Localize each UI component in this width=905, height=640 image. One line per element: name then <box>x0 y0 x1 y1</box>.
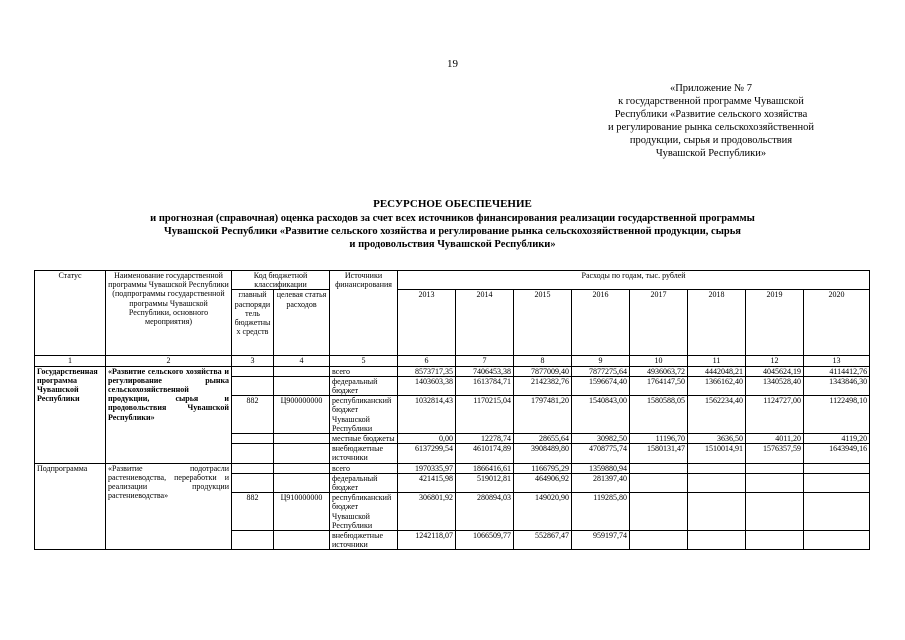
row-source: всего <box>330 463 398 473</box>
column-number: 9 <box>572 356 630 366</box>
row-value: 4011,20 <box>746 434 804 444</box>
appendix-line: «Приложение № 7 <box>669 83 753 94</box>
row-value: 3636,50 <box>688 434 746 444</box>
row-source: федеральный бюджет <box>330 473 398 492</box>
appendix-note <box>560 82 862 160</box>
column-number: 1 <box>35 356 106 366</box>
header-year: 2017 <box>630 290 688 356</box>
row-value: 0,00 <box>398 434 456 444</box>
column-number: 2 <box>106 356 232 366</box>
row-value: 7877275,64 <box>572 366 630 376</box>
row-value: 1797481,20 <box>514 396 572 434</box>
row-value <box>688 463 746 473</box>
row-value <box>746 531 804 550</box>
row-value: 1032814,43 <box>398 396 456 434</box>
subtitle-line: и продовольствия Чувашской Республики» <box>349 239 556 250</box>
row-value: 1613784,71 <box>456 376 514 395</box>
header-status: Статус <box>35 271 106 356</box>
row-value: 421415,98 <box>398 473 456 492</box>
row-value: 1170215,04 <box>456 396 514 434</box>
column-number: 4 <box>274 356 330 366</box>
row-program-name: «Развитие сельского хозяйства и регулирование рынка сельскохозяйственной продукции, сырья и продовольствия Чувашской Республики» <box>106 366 232 463</box>
row-value: 1124727,00 <box>746 396 804 434</box>
row-value: 11196,70 <box>630 434 688 444</box>
row-value: 1359880,94 <box>572 463 630 473</box>
row-value: 4114412,76 <box>804 366 870 376</box>
row-value: 7877009,40 <box>514 366 572 376</box>
appendix-line: Республики «Развитие сельского хозяйства <box>614 109 808 120</box>
appendix-line: Чувашской Республики» <box>655 148 767 159</box>
row-gl-rasp-empty <box>232 531 274 550</box>
row-value: 1122498,10 <box>804 396 870 434</box>
row-value: 1580131,47 <box>630 444 688 463</box>
row-value: 1340528,40 <box>746 376 804 395</box>
row-value: 4442048,21 <box>688 366 746 376</box>
header-year: 2016 <box>572 290 630 356</box>
row-target-article: Ц900000000 <box>274 396 330 434</box>
row-value: 3908489,80 <box>514 444 572 463</box>
table-row <box>35 463 870 473</box>
row-source: местные бюджеты <box>330 434 398 444</box>
row-value <box>804 473 870 492</box>
row-value: 1866416,61 <box>456 463 514 473</box>
row-value: 6137299,54 <box>398 444 456 463</box>
row-value: 4708775,74 <box>572 444 630 463</box>
subtitle-line: Чувашской Республики «Развитие сельского хозяйства и регулирование рынка сельскохозяйственной продукции, сырья <box>164 226 741 237</box>
column-number: 11 <box>688 356 746 366</box>
row-gl-rasp-empty <box>232 473 274 492</box>
row-source: федеральный бюджет <box>330 376 398 395</box>
row-value: 1596674,40 <box>572 376 630 395</box>
row-status: Государственная программа Чувашской Республики <box>35 366 106 463</box>
appendix-line: и регулирование рынка сельскохозяйственной <box>607 122 815 133</box>
row-target-article: Ц910000000 <box>274 493 330 531</box>
row-value: 1366162,40 <box>688 376 746 395</box>
row-value: 1510014,91 <box>688 444 746 463</box>
row-value: 959197,74 <box>572 531 630 550</box>
header-budget-code: Код бюджетной классификации <box>232 271 330 290</box>
row-status: Подпрограмма <box>35 463 106 550</box>
row-gl-rasp-empty <box>232 444 274 463</box>
row-target-article-empty <box>274 366 330 376</box>
row-value: 1343846,30 <box>804 376 870 395</box>
row-value: 1970335,97 <box>398 463 456 473</box>
row-target-article-empty <box>274 434 330 444</box>
page-number: 19 <box>447 58 458 70</box>
row-value: 552867,47 <box>514 531 572 550</box>
header-year: 2015 <box>514 290 572 356</box>
row-value: 1242118,07 <box>398 531 456 550</box>
column-number: 7 <box>456 356 514 366</box>
row-value: 306801,92 <box>398 493 456 531</box>
row-value <box>746 493 804 531</box>
header-target-article: целевая статья расходов <box>274 290 330 356</box>
row-value: 1764147,50 <box>630 376 688 395</box>
row-value <box>746 463 804 473</box>
row-value: 1540843,00 <box>572 396 630 434</box>
row-value: 4045624,19 <box>746 366 804 376</box>
row-value: 280894,03 <box>456 493 514 531</box>
row-value: 281397,40 <box>572 473 630 492</box>
header-year: 2018 <box>688 290 746 356</box>
header-year: 2014 <box>456 290 514 356</box>
row-gl-rasp: 882 <box>232 396 274 434</box>
row-value: 7406453,38 <box>456 366 514 376</box>
row-target-article-empty <box>274 444 330 463</box>
row-gl-rasp-empty <box>232 376 274 395</box>
resources-table <box>34 270 870 550</box>
row-gl-rasp-empty <box>232 434 274 444</box>
row-value <box>746 473 804 492</box>
row-gl-rasp-empty <box>232 366 274 376</box>
row-value: 4610174,89 <box>456 444 514 463</box>
row-source: внебюджетные источники <box>330 444 398 463</box>
document-subtitle <box>40 212 865 251</box>
row-value: 2142382,76 <box>514 376 572 395</box>
column-number: 6 <box>398 356 456 366</box>
column-number: 3 <box>232 356 274 366</box>
row-value <box>804 531 870 550</box>
row-value: 28655,64 <box>514 434 572 444</box>
row-source: республиканский бюджет Чувашской Республики <box>330 396 398 434</box>
appendix-line: к государственной программе Чувашской <box>618 96 804 107</box>
row-value: 1576357,59 <box>746 444 804 463</box>
row-value <box>630 473 688 492</box>
row-value <box>688 531 746 550</box>
row-target-article-empty <box>274 376 330 395</box>
header-year: 2019 <box>746 290 804 356</box>
row-value <box>804 493 870 531</box>
header-name: Наименование государственной программы Чувашской Республики (подпрограммы государственной программы Чувашской Республики, основного мероприятия) <box>106 271 232 356</box>
row-value: 1580588,05 <box>630 396 688 434</box>
row-value <box>688 493 746 531</box>
row-value: 1166795,29 <box>514 463 572 473</box>
row-program-name: «Развитие подотрасли растениеводства, переработки и реализации продукции растениеводства» <box>106 463 232 550</box>
row-value <box>630 531 688 550</box>
row-target-article-empty <box>274 531 330 550</box>
row-value: 1066509,77 <box>456 531 514 550</box>
row-target-article-empty <box>274 463 330 473</box>
row-value: 1403603,38 <box>398 376 456 395</box>
row-value: 1643949,16 <box>804 444 870 463</box>
subtitle-line: и прогнозная (справочная) оценка расходов за счет всех источников финансирования реализации государственной программы <box>150 213 755 224</box>
column-number: 12 <box>746 356 804 366</box>
row-value: 519012,81 <box>456 473 514 492</box>
column-number: 8 <box>514 356 572 366</box>
header-year: 2013 <box>398 290 456 356</box>
table-row <box>35 366 870 376</box>
row-value: 8573717,35 <box>398 366 456 376</box>
appendix-line: продукции, сырья и продовольствия <box>629 135 793 146</box>
header-expenses: Расходы по годам, тыс. рублей <box>398 271 870 290</box>
row-value <box>630 493 688 531</box>
row-value <box>804 463 870 473</box>
row-value: 149020,90 <box>514 493 572 531</box>
row-value: 1562234,40 <box>688 396 746 434</box>
document-title: РЕСУРСНОЕ ОБЕСПЕЧЕНИЕ <box>373 198 532 210</box>
row-value: 4936063,72 <box>630 366 688 376</box>
row-value: 464906,92 <box>514 473 572 492</box>
header-year: 2020 <box>804 290 870 356</box>
row-gl-rasp: 882 <box>232 493 274 531</box>
row-source: республиканский бюджет Чувашской Республики <box>330 493 398 531</box>
row-value <box>630 463 688 473</box>
row-target-article-empty <box>274 473 330 492</box>
row-value <box>688 473 746 492</box>
row-value: 119285,80 <box>572 493 630 531</box>
column-number: 10 <box>630 356 688 366</box>
header-gl-rasp: главный распорядитель бюджетных средств <box>232 290 274 356</box>
row-value: 12278,74 <box>456 434 514 444</box>
row-gl-rasp-empty <box>232 463 274 473</box>
row-source: всего <box>330 366 398 376</box>
row-value: 4119,20 <box>804 434 870 444</box>
header-sources: Источники финансирования <box>330 271 398 356</box>
column-number: 5 <box>330 356 398 366</box>
row-value: 30982,50 <box>572 434 630 444</box>
column-number: 13 <box>804 356 870 366</box>
row-source: внебюджетные источники <box>330 531 398 550</box>
